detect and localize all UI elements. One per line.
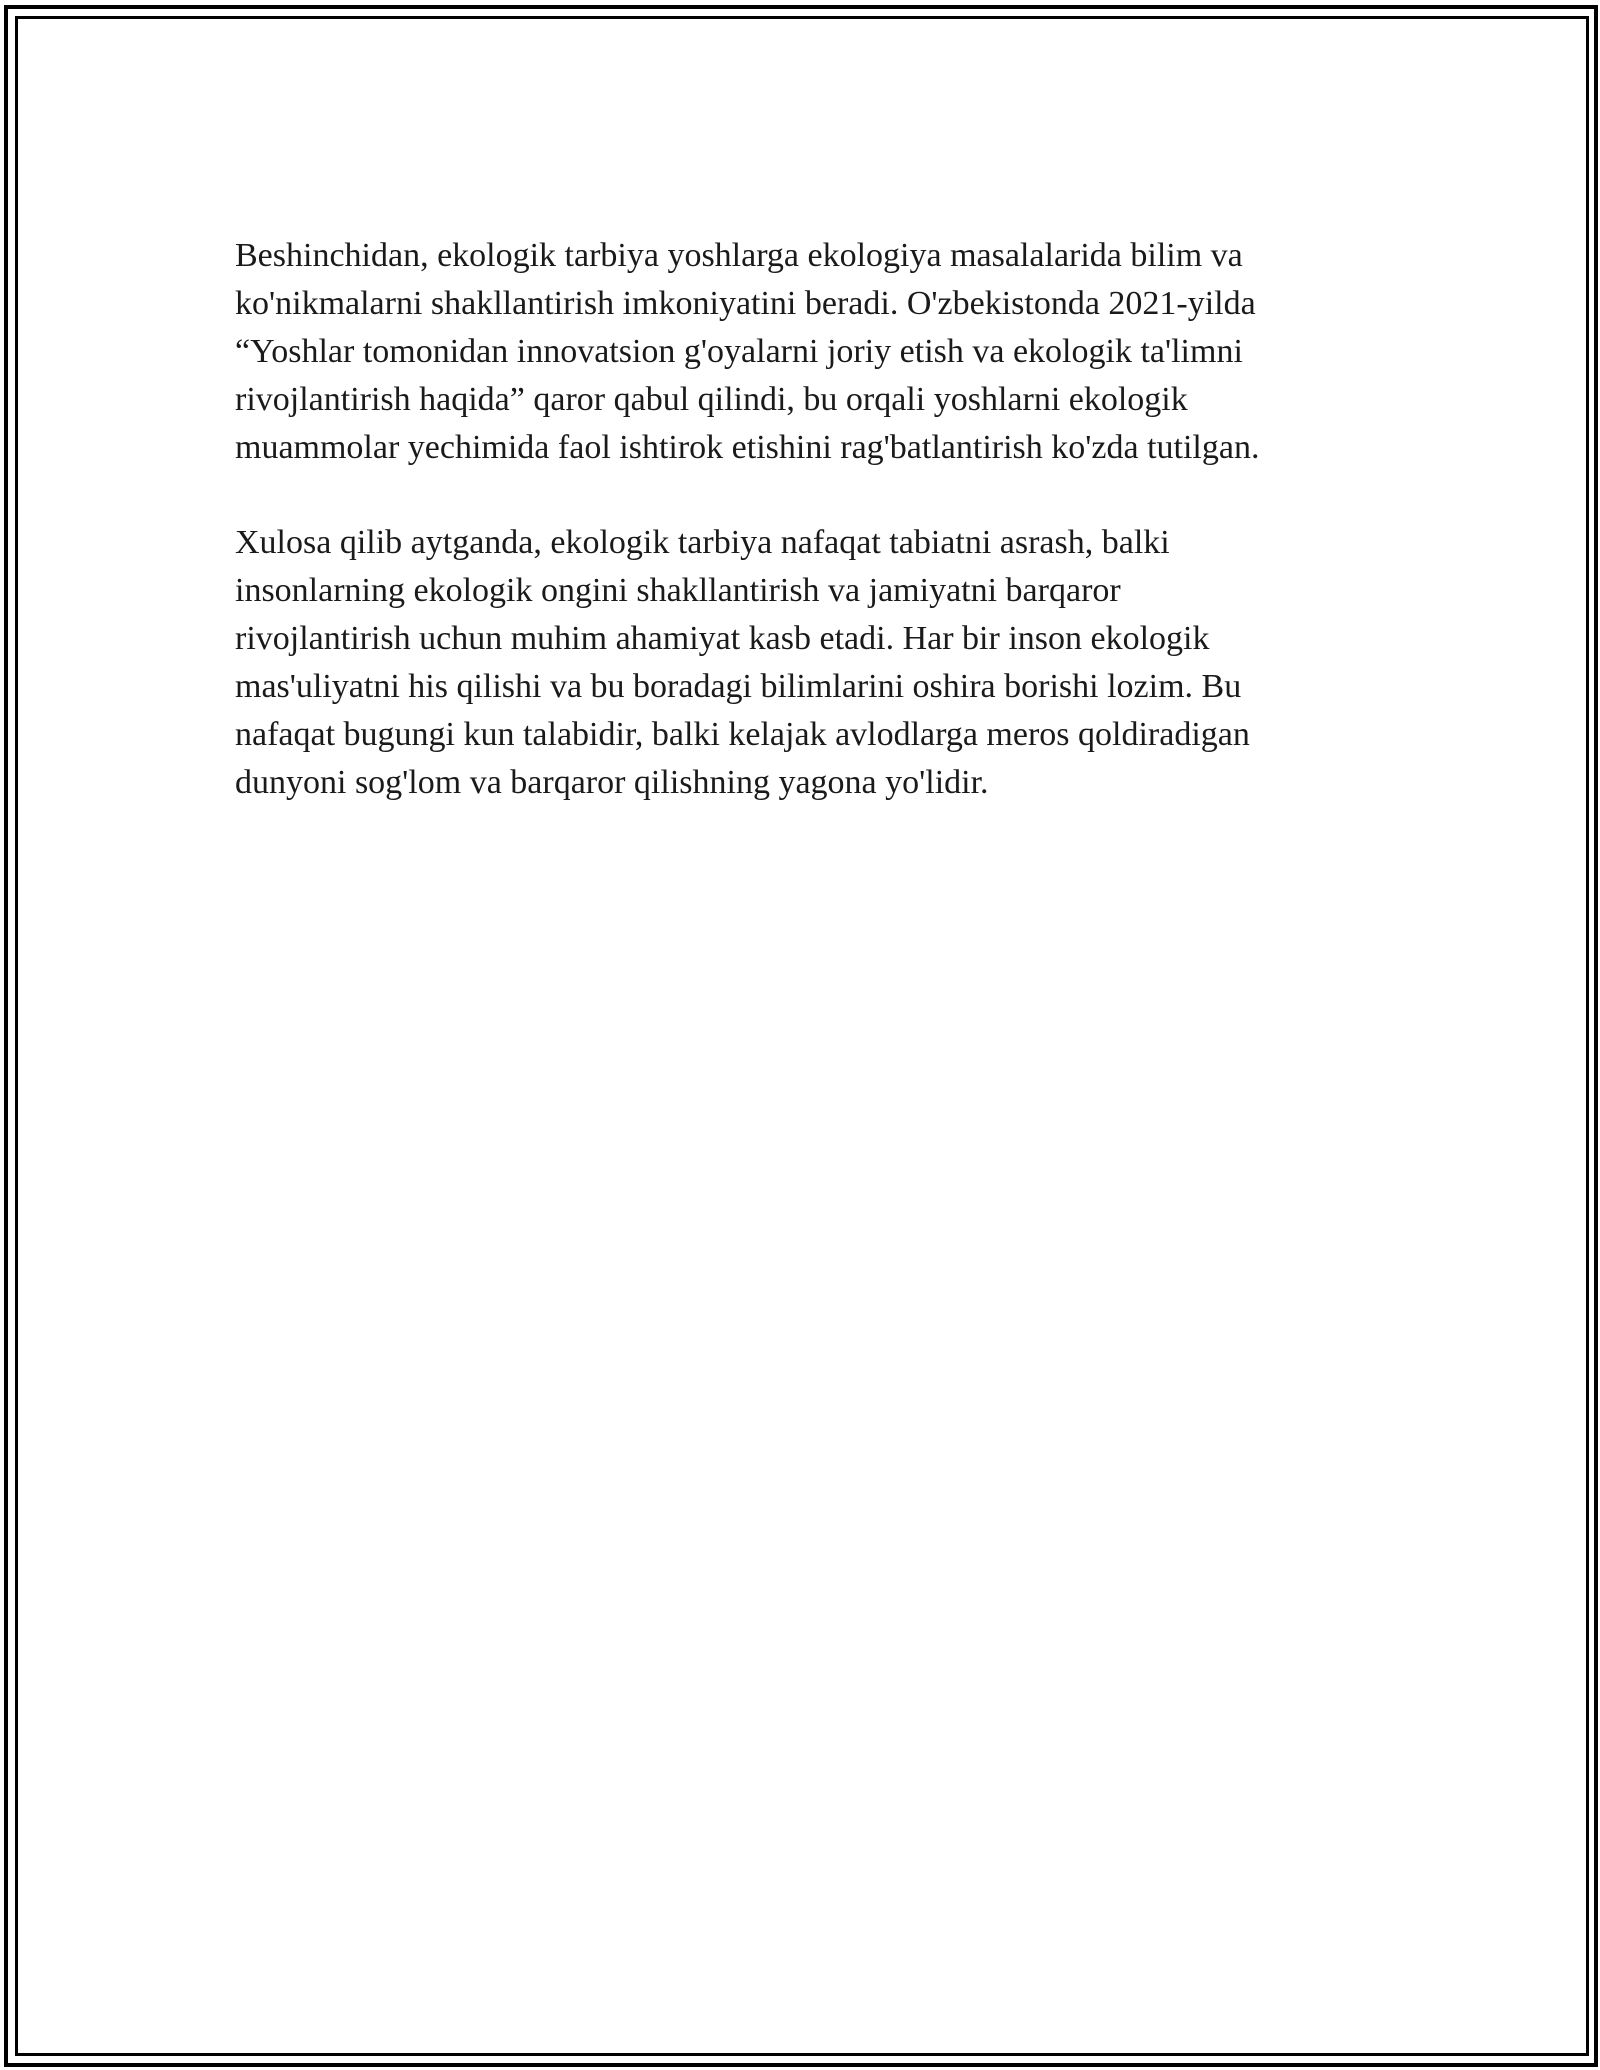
paragraph-xulosa: Xulosa qilib aytganda, ekologik tarbiya nafaqat tabiatni asrash, balki insonlarning ekologik ongini shakllantirish va jamiyatni barqaror rivojlantirish uchun muhim ahamiyat kasb etadi. Har bir inson ekologik mas'uliyatni his qilishi va bu boradagi bilimlarini oshira borishi lozim. Bu nafaqat bugungi kun talabidir, balki kelajak avlodlarga meros qoldiradigan dunyoni sog'lom va barqaror qilishning yagona yo'lidir. [235, 524, 1250, 801]
paragraph-beshinchidan: Beshinchidan, ekologik tarbiya yoshlarga ekologiya masalalarida bilim va ko'nikmalarni shakllantirish imkoniyatini beradi. O'zbekistonda 2021-yilda “Yoshlar tomonidan innovatsion g'oyalarni joriy etish va ekologik ta'limni rivojlantirish haqida” qaror qabul qilindi, bu orqali yoshlarni ekologik muammolar yechimida faol ishtirok etishini rag'batlantirish ko'zda tutilgan. [235, 237, 1260, 466]
document-body [235, 232, 1365, 807]
